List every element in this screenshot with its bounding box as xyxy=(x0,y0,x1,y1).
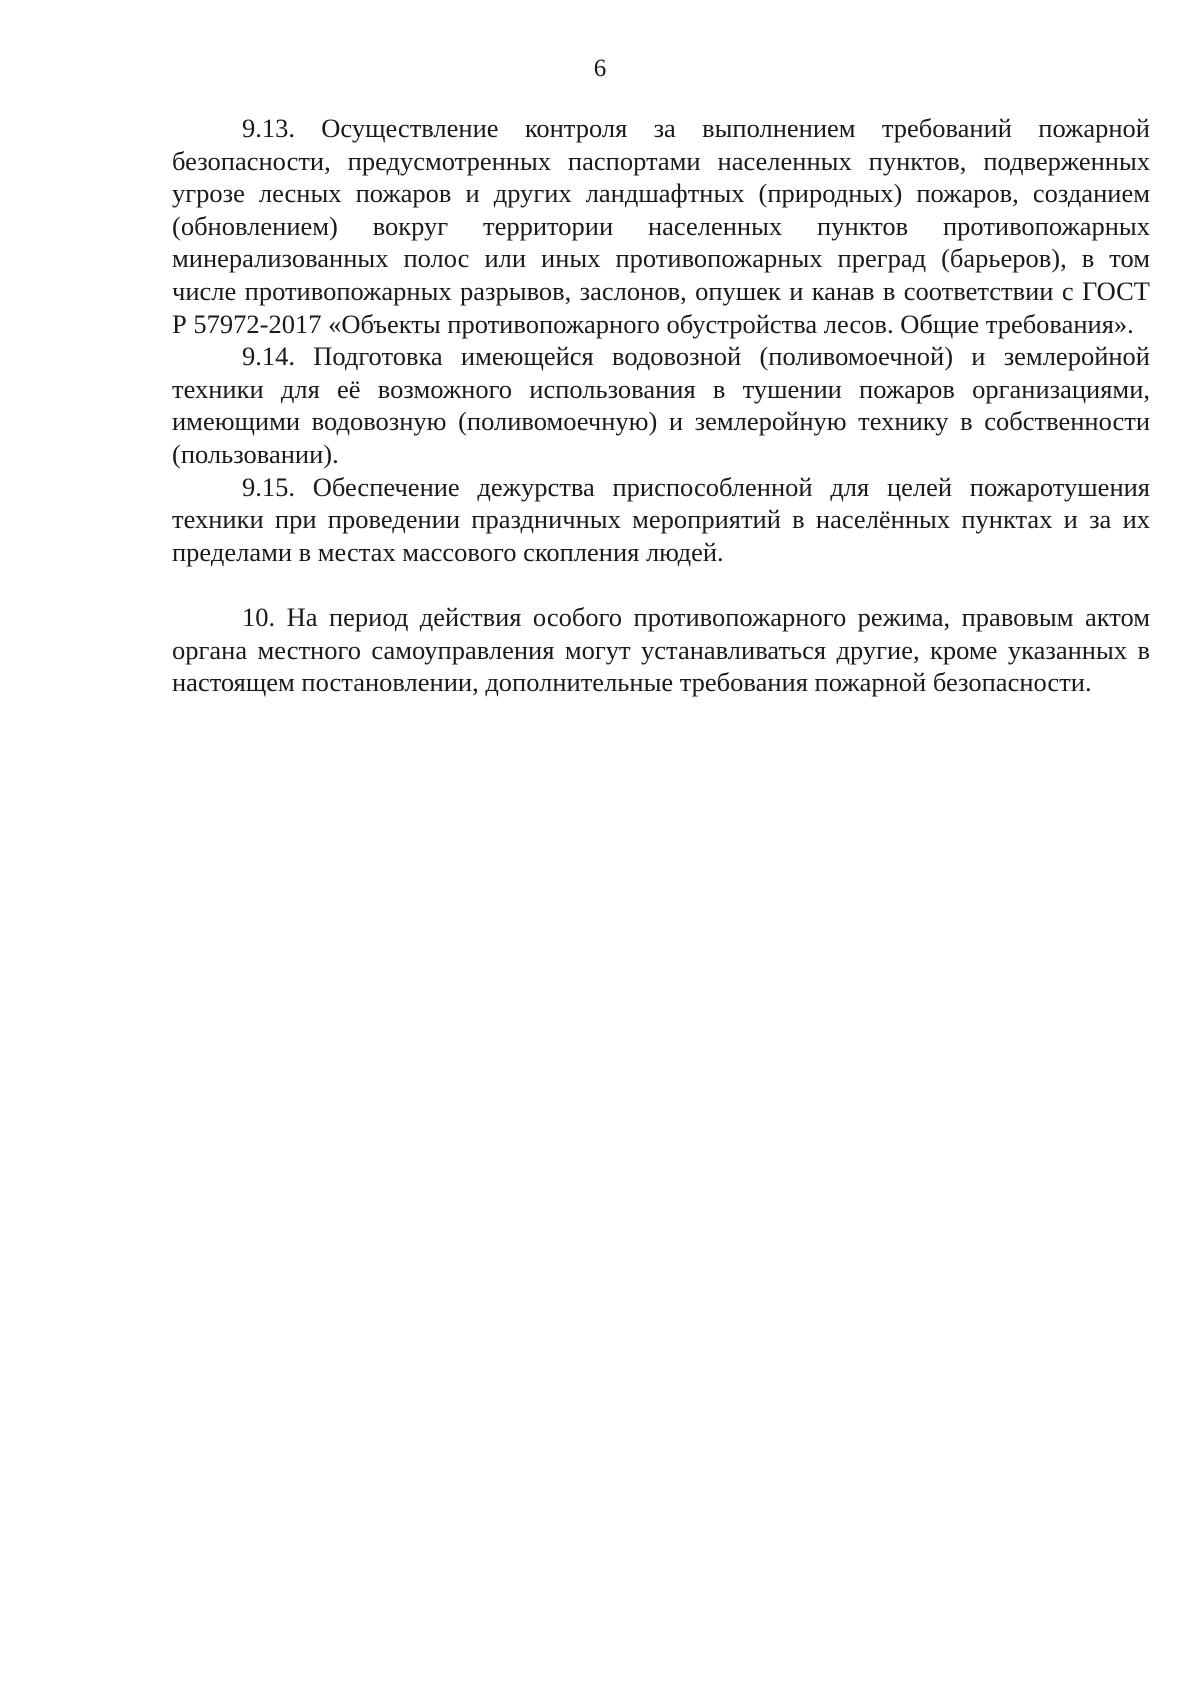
paragraph-9-13: 9.13. Осуществление контроля за выполнением требований пожарной безопасности, предусмотренных паспортами населенных пунктов, подверженных угрозе лесных пожаров и других ландшафтных (природных) пожаров, созданием (обновлением) вокруг территории населенных пунктов противопожарных минерализованных полос или иных противопожарных преград (барьеров), в том числе противопожарных разрывов, заслонов, опушек и канав в соответствии с ГОСТ Р 57972-2017 «Объекты противопожарного обустройства лесов. Общие требования». xyxy=(172,113,1150,339)
paragraph-9-14: 9.14. Подготовка имеющейся водовозной (поливомоечной) и землеройной техники для её возможного использования в тушении пожаров организациями, имеющими водовозную (поливомоечную) и землеройную технику в собственности (пользовании). xyxy=(172,341,1150,469)
paragraph-9-15: 9.15. Обеспечение дежурства приспособленной для целей пожаротушения техники при проведении праздничных мероприятий в населённых пунктах и за их пределами в местах массового скопления людей. xyxy=(172,471,1150,567)
page-number: 6 xyxy=(593,55,607,82)
document-body xyxy=(172,112,1150,699)
paragraph-10: 10. На период действия особого противопожарного режима, правовым актом органа местного самоуправления могут устанавливаться другие, кроме указанных в настоящем постановлении, дополнительные требования пожарной безопасности. xyxy=(172,601,1150,698)
